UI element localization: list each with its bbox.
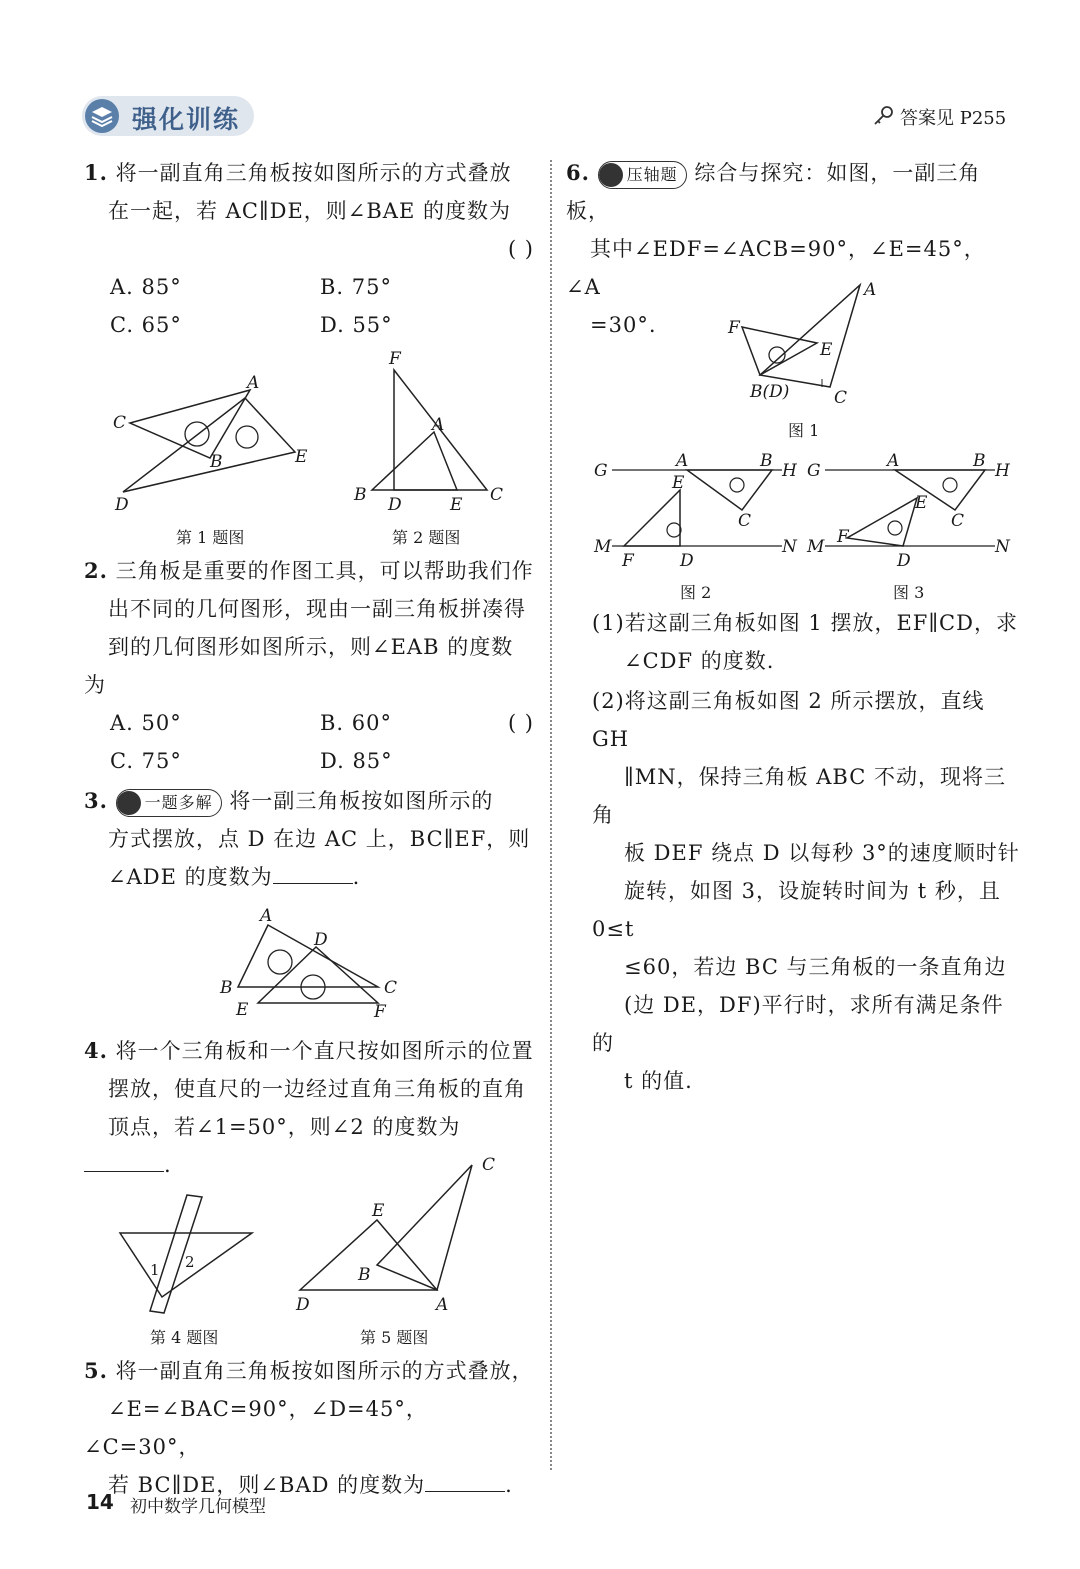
svg-text:E: E <box>820 340 833 360</box>
q3-figure <box>218 905 408 1020</box>
svg-text:C: C <box>490 485 504 505</box>
svg-text:C: C <box>951 511 965 531</box>
svg-text:B: B <box>354 485 367 505</box>
svg-text:D: D <box>680 551 694 571</box>
q5-text: 5. 将一副直角三角板按如图所示的方式叠放， ∠E=∠BAC=90°，∠D=45°，∠C=30°， 若 BC∥DE，则∠BAD 的度数为 . <box>84 1358 534 1497</box>
svg-text:C: C <box>738 511 752 531</box>
svg-text:E: E <box>236 1000 249 1020</box>
svg-text:C: C <box>482 1155 496 1175</box>
q2-option-b: B. 60° <box>320 711 393 735</box>
svg-text:C: C <box>384 978 398 998</box>
svg-text:A: A <box>887 451 900 471</box>
q1-figure <box>105 370 320 520</box>
q3-badge: 一题多解 <box>116 789 222 817</box>
svg-text:C: C <box>834 388 848 408</box>
svg-text:B: B <box>358 1265 371 1285</box>
q1-option-d: D. 55° <box>320 313 393 337</box>
svg-text:G: G <box>594 461 608 481</box>
svg-text:A: A <box>676 451 689 471</box>
svg-text:1: 1 <box>150 1261 160 1279</box>
q2-caption: 第 2 题图 <box>392 528 461 547</box>
svg-text:B(D): B(D) <box>750 382 790 402</box>
svg-text:F: F <box>622 551 634 571</box>
q4-caption: 第 4 题图 <box>150 1328 219 1347</box>
section-title: 强化训练 <box>132 105 241 134</box>
svg-text:F: F <box>728 318 740 338</box>
svg-text:E: E <box>672 473 685 493</box>
q6-figure-3 <box>805 450 1020 575</box>
q6-fig1-caption: 图 1 <box>788 421 820 440</box>
svg-text:A: A <box>247 373 260 393</box>
q6-text: 6. 压轴题 综合与探究：如图，一副三角板， 其中∠EDF=∠ACB=90°，∠E=45°，∠A =30°. <box>566 160 986 337</box>
q1-option-b: B. 75° <box>320 275 393 299</box>
q2-option-d: D. 85° <box>320 749 393 773</box>
svg-text:C: C <box>113 413 127 433</box>
svg-text:F: F <box>837 527 849 547</box>
svg-text:H: H <box>782 461 797 481</box>
q6-fig2-caption: 图 2 <box>680 583 712 602</box>
key-icon <box>872 104 896 132</box>
q6-part1: (1)若这副三角板如图 1 摆放，EF∥CD，求 ∠CDF 的度数. <box>592 611 1018 673</box>
svg-text:A: A <box>432 415 445 435</box>
svg-text:G: G <box>807 461 821 481</box>
svg-text:B: B <box>973 451 986 471</box>
q4-figure <box>112 1185 262 1320</box>
svg-text:B: B <box>760 451 773 471</box>
layers-icon <box>84 98 120 134</box>
svg-text:2: 2 <box>185 1253 195 1271</box>
q5-caption: 第 5 题图 <box>360 1328 429 1347</box>
q2-option-a: A. 50° <box>110 711 182 735</box>
q6-badge: 压轴题 <box>598 161 687 189</box>
q4-answer-blank[interactable] <box>84 1149 164 1172</box>
page-number: 14 <box>86 1490 114 1514</box>
svg-text:E: E <box>915 493 928 513</box>
svg-text:B: B <box>210 452 223 472</box>
svg-text:A: A <box>864 280 877 300</box>
svg-text:D: D <box>314 930 328 950</box>
q1-caption: 第 1 题图 <box>176 528 245 547</box>
svg-text:N: N <box>782 537 797 557</box>
q1-text: 1. 将一副直角三角板按如图所示的方式叠放 在一起，若 AC∥DE，则∠BAE 的度数为 ( ) <box>84 160 534 261</box>
svg-text:B: B <box>220 978 233 998</box>
q6-figure-1 <box>722 275 882 410</box>
svg-text:M: M <box>594 537 612 557</box>
q3-text: 3. 一题多解 将一副三角板按如图所示的 方式摆放，点 D 在边 AC 上，BC∥EF，则 ∠ADE 的度数为 . <box>84 788 531 889</box>
svg-text:E: E <box>450 495 463 515</box>
svg-text:A: A <box>436 1295 449 1315</box>
q2-figure <box>352 350 512 520</box>
q1-option-a: A. 85° <box>110 275 182 299</box>
cube-icon <box>599 163 623 187</box>
answer-reference: 答案见 P255 <box>900 108 1007 129</box>
svg-text:D: D <box>296 1295 310 1315</box>
svg-text:F: F <box>374 1002 386 1020</box>
svg-text:E: E <box>372 1201 385 1221</box>
q6-part2: (2)将这副三角板如图 2 所示摆放，直线 GH ∥MN，保持三角板 ABC 不动，现将三角 板 DEF 绕点 D 以每秒 3°的速度顺时针 旋转，如图 3，设旋转时间为 t 秒，且 0≤t ≤60，若边 BC 与三角板的一条直角边 (边 DE，DF)平行时，求所有满足条件的 t 的值. <box>592 689 1020 1093</box>
svg-text:F: F <box>389 350 401 369</box>
q6-fig3-caption: 图 3 <box>893 583 925 602</box>
cube-icon <box>117 791 141 815</box>
q2-option-c: C. 75° <box>110 749 182 773</box>
q6-figure-2 <box>592 450 807 575</box>
q1-option-c: C. 65° <box>110 313 182 337</box>
q5-figure <box>292 1150 512 1320</box>
column-divider <box>550 160 552 1470</box>
svg-text:E: E <box>295 447 308 467</box>
svg-text:D: D <box>897 551 911 571</box>
q2-text: 2. 三角板是重要的作图工具，可以帮助我们作 出不同的几何图形，现由一副三角板拼凑得 到的几何图形如图所示，则∠EAB 的度数为 ( ) <box>84 558 534 735</box>
svg-text:A: A <box>260 906 273 926</box>
book-title: 初中数学几何模型 <box>130 1497 266 1517</box>
q4-text: 4. 将一个三角板和一个直尺按如图所示的位置 摆放，使直尺的一边经过直角三角板的直角 顶点，若∠1=50°，则∠2 的度数为. <box>84 1038 534 1177</box>
q5-answer-blank[interactable] <box>425 1469 505 1492</box>
svg-text:M: M <box>807 537 825 557</box>
svg-text:D: D <box>388 495 402 515</box>
svg-text:D: D <box>115 495 129 515</box>
svg-text:H: H <box>995 461 1010 481</box>
svg-text:N: N <box>995 537 1010 557</box>
q3-answer-blank[interactable] <box>273 861 353 884</box>
